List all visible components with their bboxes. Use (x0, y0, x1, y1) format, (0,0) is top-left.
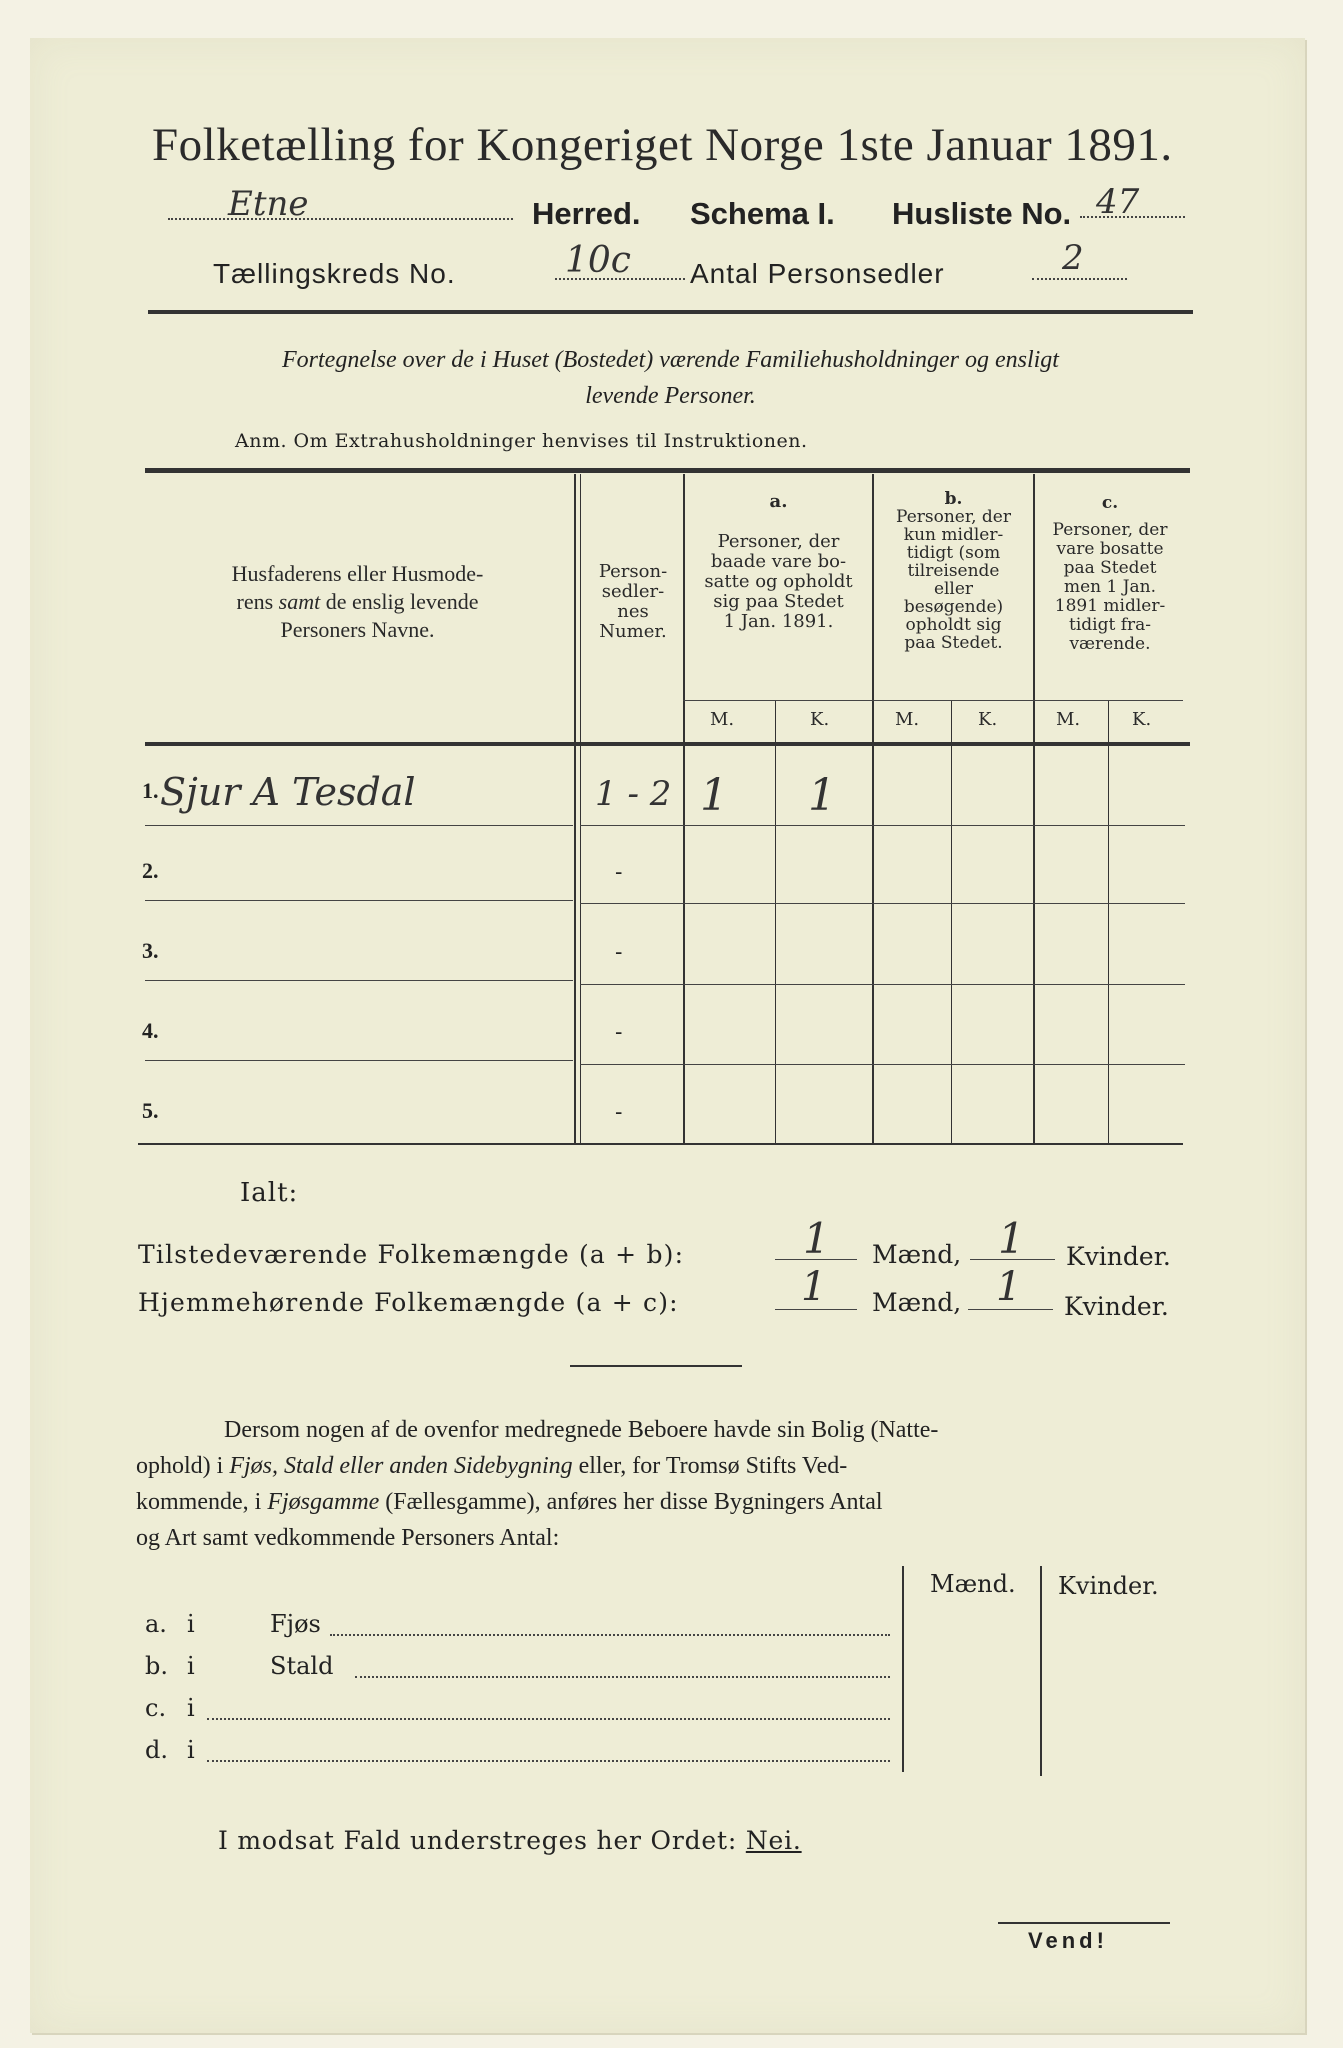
row-line-2b (580, 903, 1185, 904)
col-name-line-2b: samt (278, 589, 321, 614)
buildings-line-1: Dersom nogen af de ovenfor medregnede Beboere havde sin Bolig (Natte- (224, 1417, 939, 1443)
footer-note (218, 1826, 802, 1855)
kreds-label: Tællingskreds No. (213, 258, 456, 289)
herred-label: Herred. (532, 196, 641, 231)
row-number-2: 2. (142, 858, 159, 883)
buildings-paragraph (136, 1412, 1196, 1556)
col-name-line-2c: de enslig levende (320, 589, 479, 614)
col-name-line-2a: rens (236, 589, 279, 614)
col-b-l7: opholdt sig (905, 615, 1002, 635)
col-a-l1: Personer, der (717, 531, 840, 552)
vend-label: Vend! (1028, 1928, 1108, 1953)
form-title: Folketælling for Kongeriget Norge 1ste Januar 1891. (152, 119, 1173, 171)
col-name-line-3: Personers Navne. (280, 617, 435, 642)
col-num-l3: nes (617, 601, 649, 622)
anm-note: Anm. Om Extrahusholdninger henvises til Instruktionen. (235, 430, 808, 452)
buildings-line-2c: eller, for Tromsø Stifts Ved- (572, 1453, 848, 1479)
hjemme-m-field (775, 1264, 857, 1312)
buildings-line-3 (136, 1484, 1196, 1520)
building-item-b-label: Stald (270, 1652, 334, 1680)
col-divider-name (574, 474, 576, 1144)
col-a-l5: 1 Jan. 1891. (723, 611, 834, 632)
building-item-b (145, 1652, 890, 1682)
antal-value: 2 (1062, 238, 1084, 278)
building-item-c-i: i (187, 1694, 195, 1722)
buildings-line-3b: Fjøsgamme (267, 1489, 380, 1515)
row-a-m-1: 1 (700, 770, 728, 821)
a-k-label: K. (810, 709, 830, 730)
col-divider-a-mk (775, 700, 776, 1144)
row-num-1: 1 - 2 (595, 774, 672, 814)
buildings-line-2 (136, 1448, 1196, 1484)
section-divider (570, 1365, 742, 1367)
row-name-1: Sjur A Tesdal (160, 770, 416, 814)
col-b-l4: tilreisende (907, 561, 1000, 581)
col-num-l2: sedler- (601, 581, 665, 602)
husliste-field (1080, 182, 1185, 224)
col-c-l1: Personer, der (1052, 520, 1168, 540)
c-m-label: M. (1056, 709, 1081, 730)
row-number-5: 5. (142, 1098, 159, 1123)
building-item-a-i: i (187, 1610, 195, 1638)
col-divider-c-mk (1108, 700, 1109, 1144)
buildings-maend-header: Mænd. (930, 1570, 1016, 1598)
col-a-letter: a. (769, 491, 788, 512)
kreds-field (555, 240, 685, 288)
col-c-l5: 1891 midler- (1054, 596, 1166, 616)
building-item-d (145, 1736, 890, 1766)
col-c-header (1035, 494, 1185, 654)
tilstede-kvinder: Kvinder. (1066, 1242, 1171, 1271)
col-b-l6: besøgende) (903, 597, 1004, 617)
row-number-3: 3. (142, 938, 159, 963)
col-b-l5: eller (933, 579, 974, 599)
tilstede-m-field (775, 1214, 857, 1263)
hjemme-k-field (968, 1264, 1053, 1312)
row-line-3 (145, 980, 573, 981)
col-b-header (874, 490, 1033, 652)
col-c-l6: tidigt fra- (1068, 615, 1151, 635)
col-c-letter: c. (1101, 493, 1119, 513)
row-line-1 (145, 825, 573, 826)
mk-header-rule (683, 700, 1183, 701)
col-b-l3: tidigt (som (906, 543, 1001, 563)
row-line-3b (580, 984, 1185, 985)
building-item-b-i: i (187, 1652, 195, 1680)
col-b-l2: kun midler- (903, 525, 1004, 545)
census-form-sheet (30, 38, 1305, 2033)
col-b-letter: b. (944, 489, 963, 509)
col-a-l2: baade vare bo- (710, 551, 847, 572)
col-a-l3: satte og opholdt (704, 571, 853, 592)
col-num-l4: Numer. (599, 621, 667, 642)
buildings-line-4: og Art samt vedkommende Personers Antal: (136, 1525, 560, 1551)
col-name-line-1: Husfaderens eller Husmode- (231, 561, 484, 586)
buildings-col-divider-2 (1040, 1566, 1042, 1776)
row-num-3: - (615, 940, 623, 965)
tilstede-maend: Mænd, (872, 1240, 962, 1269)
schema-label: Schema I. (690, 196, 835, 231)
col-name-header (150, 560, 565, 644)
row-line-2 (145, 900, 573, 901)
tilstede-k-value: 1 (998, 1214, 1025, 1263)
tilstede-m-value: 1 (803, 1214, 830, 1263)
nei-word: Nei. (745, 1826, 802, 1855)
col-b-l8: paa Stedet. (904, 633, 1003, 653)
building-item-d-i: i (187, 1736, 195, 1764)
col-num-header (583, 562, 683, 642)
building-item-a (145, 1610, 890, 1640)
tilstede-label: Tilstedeværende Folkemængde (a + b): (138, 1240, 685, 1269)
husliste-label: Husliste No. (892, 196, 1072, 231)
col-a-header (685, 492, 872, 632)
antal-field (1032, 238, 1127, 288)
building-item-d-letter: d. (145, 1736, 168, 1764)
buildings-kvinder-header: Kvinder. (1058, 1572, 1159, 1600)
row-num-2: - (615, 860, 623, 885)
antal-label: Antal Personsedler (690, 258, 945, 289)
tilstede-k-field (970, 1214, 1055, 1263)
b-m-label: M. (895, 709, 920, 730)
col-name-line-2 (150, 588, 565, 616)
col-c-l7: værende. (1069, 634, 1151, 654)
buildings-col-divider-1 (902, 1566, 904, 1772)
row-line-4 (145, 1060, 573, 1061)
building-item-b-letter: b. (145, 1652, 168, 1680)
col-a-l4: sig paa Stedet (713, 591, 844, 612)
herred-value: Etne (228, 184, 309, 224)
building-item-a-label: Fjøs (270, 1610, 321, 1638)
table-top-rule (145, 468, 1190, 473)
col-b-l1: Personer, der (896, 507, 1011, 527)
row-a-k-1: 1 (808, 770, 836, 821)
header-divider (148, 310, 1193, 314)
ialt-label: Ialt: (240, 1178, 299, 1208)
c-k-label: K. (1132, 709, 1152, 730)
buildings-line-3a: kommende, i (136, 1489, 268, 1515)
col-c-l4: men 1 Jan. (1063, 577, 1157, 597)
building-item-c (145, 1694, 890, 1724)
col-c-l3: paa Stedet (1063, 558, 1157, 578)
row-line-4b (580, 1064, 1185, 1065)
row-num-5: - (615, 1100, 623, 1125)
buildings-line-3c: (Fællesgamme), anføres her disse Bygningers Antal (379, 1489, 883, 1515)
building-item-c-letter: c. (145, 1694, 167, 1722)
row-number-4: 4. (142, 1018, 159, 1043)
hjemme-k-value: 1 (996, 1264, 1022, 1310)
buildings-line-2b: Fjøs, Stald eller anden Sidebygning (229, 1453, 573, 1479)
intro-line-1: Fortegnelse over de i Huset (Bostedet) værende Familiehusholdninger og ensligt (282, 347, 1059, 373)
footer-note-text: I modsat Fald understreges her Ordet: (218, 1826, 746, 1855)
row-num-4: - (615, 1020, 623, 1045)
hjemme-maend: Mænd, (872, 1288, 962, 1317)
a-m-label: M. (710, 709, 735, 730)
buildings-line-2a: ophold) i (136, 1453, 230, 1479)
row-line-1b (580, 825, 1185, 826)
building-item-a-letter: a. (145, 1610, 167, 1638)
hjemme-m-value: 1 (801, 1264, 827, 1310)
col-num-l1: Person- (598, 561, 668, 582)
hjemme-kvinder: Kvinder. (1064, 1292, 1169, 1321)
intro-text (148, 342, 1193, 414)
kreds-value: 10c (565, 240, 631, 281)
husliste-value: 47 (1096, 182, 1140, 222)
intro-line-2: levende Personer. (585, 383, 756, 409)
col-c-l2: vare bosatte (1056, 539, 1164, 559)
b-k-label: K. (978, 709, 998, 730)
table-bottom-rule (138, 1143, 1183, 1145)
hjemme-label: Hjemmehørende Folkemængde (a + c): (138, 1288, 679, 1317)
col-divider-b-mk (951, 700, 952, 1144)
herred-field (168, 184, 513, 224)
row-number-1: 1. (142, 778, 159, 803)
vend-rule (998, 1922, 1170, 1924)
col-divider-name-double (580, 474, 581, 1144)
